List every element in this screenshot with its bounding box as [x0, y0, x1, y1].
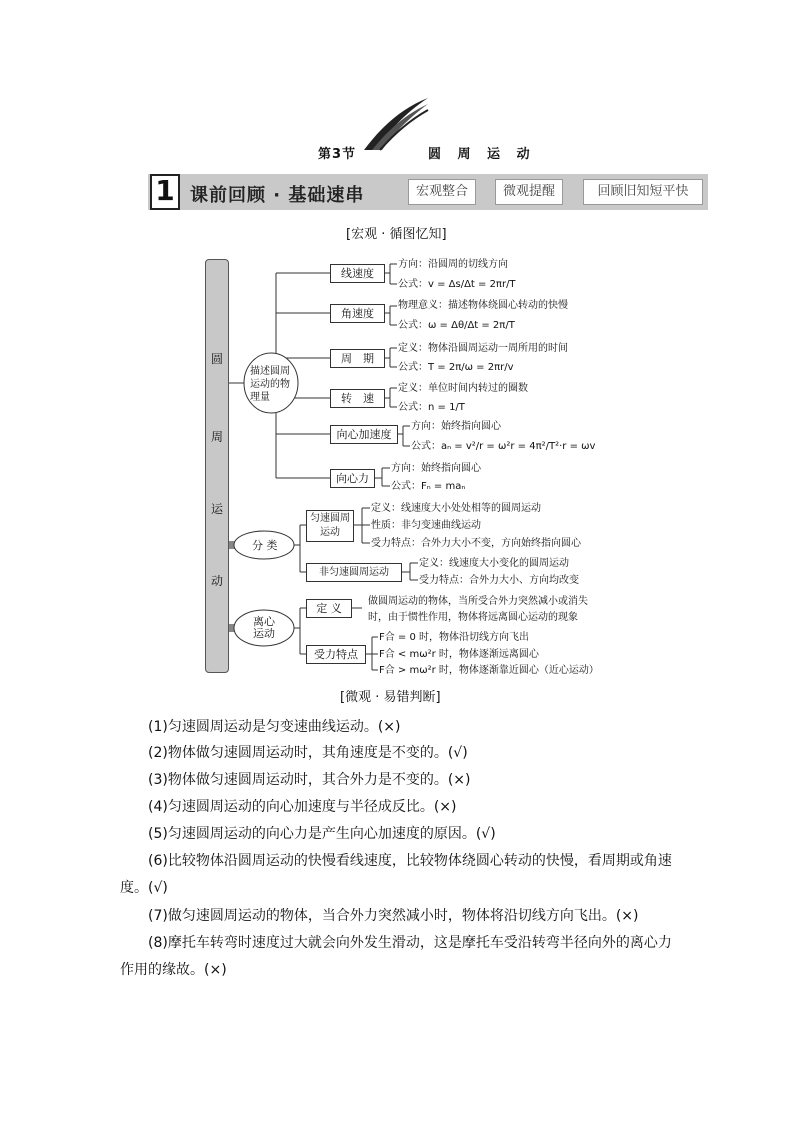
statement-text: 度。(√)	[120, 880, 168, 896]
node-text: 定义：线速度大小处处相等的圆周运动	[371, 503, 541, 514]
banner-number: 1	[150, 174, 180, 210]
statement	[120, 821, 680, 847]
statement-text: (6)比较物体沿圆周运动的快慢看线速度，比较物体绕圆心转动的快慢，看周期或角速	[148, 853, 672, 869]
node-text: 公式：T = 2π/ω = 2πr/v	[398, 362, 514, 373]
node-force-feature: 受力特点	[306, 645, 366, 664]
tab-macro-integration[interactable]: 宏观整合	[408, 179, 476, 205]
statement	[120, 903, 680, 929]
node-centripetal-acceleration: 向心加速度	[330, 425, 398, 444]
classify-node: 分 类	[252, 539, 278, 552]
node-text: F合 > mω²r 时，物体逐渐靠近圆心（近心运动）	[379, 665, 599, 676]
node-text: 公式：ω = Δθ/Δt = 2π/T	[398, 320, 515, 331]
node-text: 公式：Fₙ = maₙ	[391, 481, 466, 492]
node-text: 方向：沿圆周的切线方向	[398, 259, 508, 270]
node-period: 周 期	[330, 349, 385, 368]
node-text: 做圆周运动的物体，当所受合外力突然减小或消失	[368, 596, 588, 607]
root-char: 圆	[211, 352, 224, 366]
statement	[120, 740, 680, 766]
statement	[120, 875, 680, 901]
node-text: 受力特点：合外力大小、方向均改变	[419, 575, 579, 586]
node-nonuniform-circular: 非匀速圆周运动	[306, 563, 402, 582]
node-text: 公式：v = Δs/Δt = 2πr/T	[398, 279, 516, 290]
micro-section-title: [微观 · 易错判断]	[340, 690, 441, 705]
statement-text: (3)物体做匀速圆周运动时，其合外力是不变的。(×)	[148, 772, 471, 788]
statement	[120, 848, 680, 874]
node-text: F合 = 0 时，物体沿切线方向飞出	[379, 632, 530, 643]
node-text: 受力特点：合外力大小不变，方向始终指向圆心	[371, 538, 581, 549]
statement-text: (4)匀速圆周运动的向心加速度与半径成反比。(×)	[148, 799, 457, 815]
statement	[120, 714, 680, 740]
statement-text: 作用的缘故。(×)	[120, 962, 227, 978]
node-text: 公式：n = 1/T	[398, 402, 465, 413]
statement-text: (7)做匀速圆周运动的物体，当合外力突然减小时，物体将沿切线方向飞出。(×)	[148, 908, 639, 924]
node-definition: 定 义	[306, 599, 352, 618]
root-char: 运	[211, 502, 224, 516]
node-text: 性质：非匀变速曲线运动	[371, 520, 481, 531]
root-char: 动	[211, 574, 224, 588]
node-text: 方向：始终指向圆心	[411, 421, 501, 432]
node-text: 时，由于惯性作用，物体将远离圆心运动的现象	[368, 612, 578, 623]
node-uniform-circular: 匀速圆周运动	[306, 510, 354, 542]
statement	[120, 930, 680, 956]
tab-micro-reminder[interactable]: 微观提醒	[495, 179, 563, 205]
node-angular-velocity: 角速度	[330, 304, 385, 323]
node-text: 定义：单位时间内转过的圈数	[398, 383, 528, 394]
lesson-title: 圆 周 运 动	[428, 147, 536, 162]
statement	[120, 767, 680, 793]
node-text: F合 < mω²r 时，物体逐渐远离圆心	[379, 649, 539, 660]
statement-text: (1)匀速圆周运动是匀变速曲线运动。(×)	[148, 719, 401, 735]
node-text: 方向：始终指向圆心	[391, 463, 481, 474]
statement	[120, 794, 680, 820]
statement	[120, 957, 680, 983]
node-text: 定义：物体沿圆周运动一周所用的时间	[398, 343, 568, 354]
centrifugal-node: 离心运动	[253, 615, 275, 640]
statement-text: (8)摩托车转弯时速度过大就会向外发生滑动，这是摩托车受沿转弯半径向外的离心力	[148, 935, 672, 951]
node-text: 定义：线速度大小变化的圆周运动	[419, 558, 569, 569]
describe-node: 描述圆周运动的物理量	[250, 366, 290, 403]
macro-section-title: [宏观 · 循图忆知]	[346, 227, 447, 242]
root-char: 周	[211, 430, 224, 444]
statement-text: (5)匀速圆周运动的向心力是产生向心加速度的原因。(√)	[148, 826, 496, 842]
node-centripetal-force: 向心力	[330, 469, 375, 488]
banner-title: 课前回顾 · 基础速串	[190, 185, 365, 206]
tab-review-basics[interactable]: 回顾旧知短平快	[583, 179, 703, 205]
node-text: 公式：aₙ = v²/r = ω²r = 4π²/T²·r = ωv	[411, 441, 596, 452]
statement-text: (2)物体做匀速圆周运动时，其角速度是不变的。(√)	[148, 745, 468, 761]
node-text: 物理意义：描述物体绕圆心转动的快慢	[398, 300, 568, 311]
node-linear-velocity: 线速度	[330, 264, 385, 283]
node-rotation-speed: 转 速	[330, 389, 385, 408]
section-number: 第3节	[318, 147, 357, 162]
